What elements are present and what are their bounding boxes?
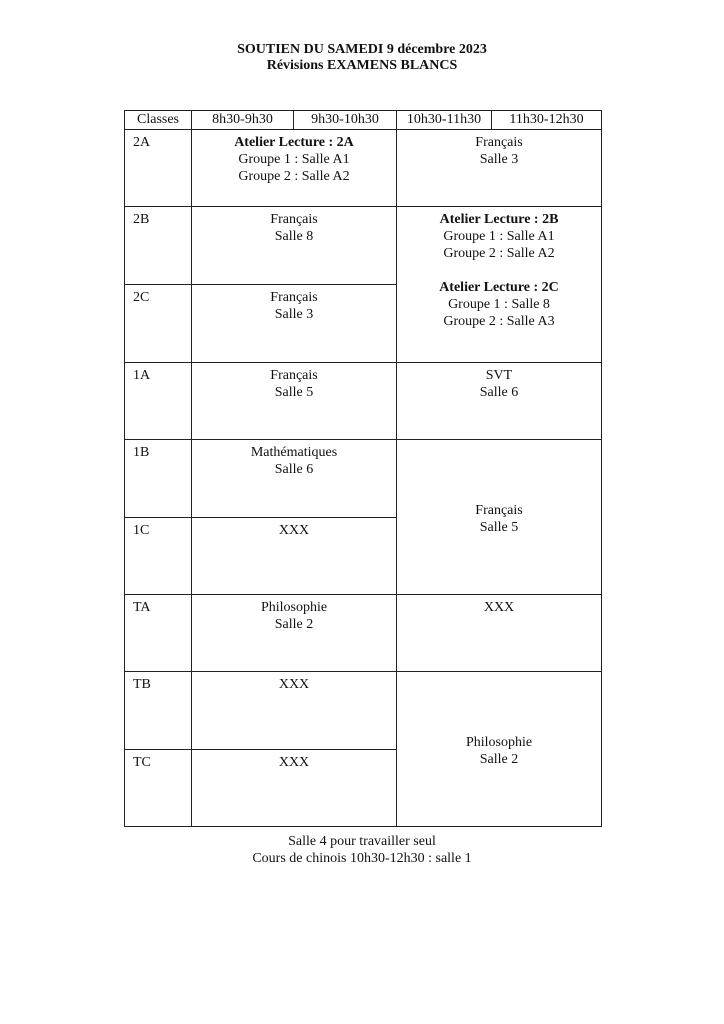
schedule-cell	[397, 207, 602, 363]
cell-subject: Français	[270, 290, 318, 305]
class-label: TC	[125, 750, 192, 827]
cell-subject: Français	[475, 135, 523, 150]
schedule-cell	[192, 130, 397, 207]
cell-room: Salle 8	[274, 229, 314, 244]
schedule-cell	[192, 207, 397, 285]
cell-room: Salle 3	[479, 152, 519, 167]
cell-subject: Philosophie	[465, 735, 533, 750]
cell-room: Salle 2	[274, 617, 314, 632]
table-row	[125, 595, 602, 672]
cell-subject: XXX	[278, 523, 310, 538]
cell-text: Groupe 1 : Salle A1	[443, 229, 555, 244]
schedule-cell	[397, 363, 602, 440]
footer-note: Salle 4 pour travailler seul	[288, 834, 436, 849]
cell-title: Atelier Lecture : 2C	[439, 280, 559, 295]
document-subtitle: Révisions EXAMENS BLANCS	[266, 58, 458, 73]
class-label: 1B	[125, 440, 192, 518]
schedule-cell	[192, 285, 397, 363]
cell-room: Salle 2	[479, 752, 519, 767]
class-label: 2A	[125, 130, 192, 207]
cell-text: Groupe 1 : Salle 8	[448, 297, 550, 312]
table-header-row	[125, 111, 602, 130]
footer-note: Cours de chinois 10h30-12h30 : salle 1	[252, 851, 472, 866]
cell-subject: Philosophie	[260, 600, 328, 615]
cell-text: Groupe 2 : Salle A3	[443, 314, 555, 329]
class-label: 1C	[125, 518, 192, 595]
cell-subject: XXX	[483, 600, 515, 615]
column-header: 11h30-12h30	[492, 111, 602, 130]
cell-subject: SVT	[485, 368, 513, 383]
schedule-cell	[192, 363, 397, 440]
schedule-cell	[397, 440, 602, 595]
schedule-cell	[397, 672, 602, 827]
class-label: TA	[125, 595, 192, 672]
table-row	[125, 363, 602, 440]
cell-room: Salle 3	[274, 307, 314, 322]
cell-title: Atelier Lecture : 2B	[439, 212, 559, 227]
spacer	[397, 262, 601, 279]
column-header: 8h30-9h30	[192, 111, 294, 130]
document-title: SOUTIEN DU SAMEDI 9 décembre 2023	[237, 42, 487, 57]
cell-text: Groupe 2 : Salle A2	[238, 169, 350, 184]
cell-room: Salle 6	[479, 385, 519, 400]
class-label: 2C	[125, 285, 192, 363]
schedule-cell	[192, 518, 397, 595]
cell-title: Atelier Lecture : 2A	[234, 135, 354, 150]
cell-text: Groupe 1 : Salle A1	[238, 152, 350, 167]
schedule-cell	[192, 595, 397, 672]
column-header: 9h30-10h30	[294, 111, 397, 130]
schedule-table	[124, 110, 602, 827]
table-row	[125, 207, 602, 285]
class-label: TB	[125, 672, 192, 750]
column-header: Classes	[125, 111, 192, 130]
cell-subject: Français	[475, 503, 523, 518]
class-label: 1A	[125, 363, 192, 440]
cell-subject: XXX	[278, 677, 310, 692]
schedule-cell	[192, 750, 397, 827]
schedule-cell	[192, 440, 397, 518]
cell-subject: Français	[270, 212, 318, 227]
table-row	[125, 672, 602, 750]
schedule-cell	[397, 130, 602, 207]
table-row	[125, 130, 602, 207]
cell-text: Groupe 2 : Salle A2	[443, 246, 555, 261]
table-row	[125, 440, 602, 518]
cell-subject: Mathématiques	[250, 445, 338, 460]
column-header: 10h30-11h30	[397, 111, 492, 130]
cell-subject: XXX	[278, 755, 310, 770]
cell-subject: Français	[270, 368, 318, 383]
cell-room: Salle 5	[274, 385, 314, 400]
cell-room: Salle 5	[479, 520, 519, 535]
class-label: 2B	[125, 207, 192, 285]
schedule-cell	[397, 595, 602, 672]
cell-room: Salle 6	[274, 462, 314, 477]
schedule-cell	[192, 672, 397, 750]
